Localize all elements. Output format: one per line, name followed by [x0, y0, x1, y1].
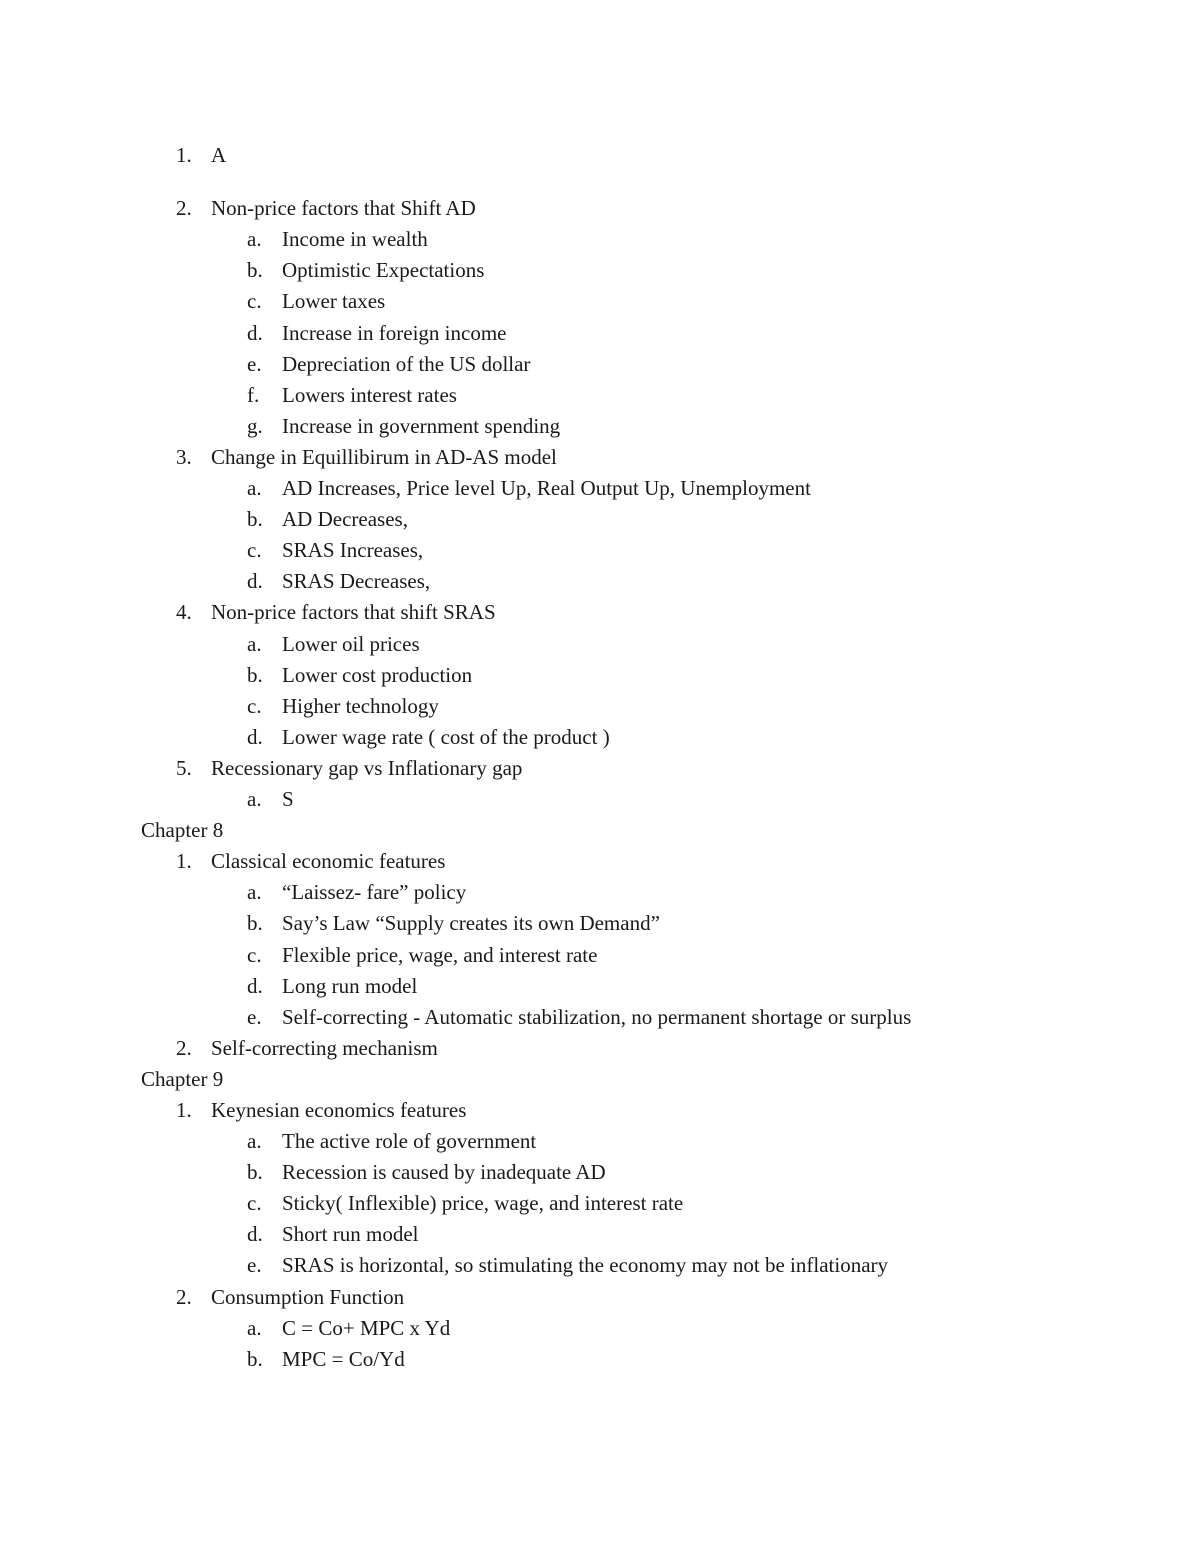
sub-list-item-text: Higher technology [282, 694, 439, 718]
chapter-heading-text: Chapter 8 [141, 818, 224, 842]
list-item-text: Non-price factors that Shift AD [211, 196, 476, 220]
sub-list-item-text: “Laissez- fare” policy [282, 880, 467, 904]
sub-list-item-text: Self-correcting - Automatic stabilization, no permanent shortage or surplus [282, 1005, 912, 1029]
list-item-text: Change in Equillibirum in AD-AS model [211, 445, 557, 469]
sub-list-item-letter: a. [247, 1129, 262, 1153]
sub-list-item-text: AD Decreases, [282, 507, 408, 531]
sub-list-item-letter: c. [247, 1191, 262, 1215]
list-item-text: Keynesian economics features [211, 1098, 467, 1122]
list-item-number: 1. [176, 1098, 192, 1122]
sub-list-item-text: Lower taxes [282, 289, 386, 313]
sub-list-item-letter: b. [247, 258, 263, 282]
sub-list-item-text: Flexible price, wage, and interest rate [282, 943, 598, 967]
sub-list-item-text: Lower oil prices [282, 632, 420, 656]
list-item-number: 3. [176, 445, 192, 469]
sub-list-item-letter: b. [247, 911, 263, 935]
sub-list-item-letter: f. [247, 383, 260, 407]
sub-list-item-text: Lower wage rate ( cost of the product ) [282, 725, 610, 749]
sub-list-item-text: Lower cost production [282, 663, 473, 687]
sub-list-item-letter: d. [247, 725, 263, 749]
sub-list-item-text: C = Co+ MPC x Yd [282, 1316, 451, 1340]
sub-list-item-text: Short run model [282, 1222, 419, 1246]
sub-list-item-text: Lowers interest rates [282, 383, 457, 407]
sub-list-item-letter: e. [247, 352, 262, 376]
sub-list-item-text: Long run model [282, 974, 418, 998]
chapter-heading-text: Chapter 9 [141, 1067, 224, 1091]
list-item-number: 2. [176, 196, 192, 220]
sub-list-item-letter: b. [247, 507, 263, 531]
sub-list-item-text: MPC = Co/Yd [282, 1347, 405, 1371]
sub-list-item-letter: b. [247, 1160, 263, 1184]
list-item-text: Non-price factors that shift SRAS [211, 600, 496, 624]
sub-list-item-letter: c. [247, 538, 262, 562]
sub-list-item-text: Depreciation of the US dollar [282, 352, 531, 376]
sub-list-item-letter: a. [247, 787, 262, 811]
list-item-text: Classical economic features [211, 849, 446, 873]
sub-list-item-letter: c. [247, 289, 262, 313]
list-item-number: 5. [176, 756, 192, 780]
sub-list-item-letter: b. [247, 1347, 263, 1371]
sub-list-item-letter: a. [247, 632, 262, 656]
sub-list-item-text: SRAS Increases, [282, 538, 424, 562]
list-item-text: Self-correcting mechanism [211, 1036, 438, 1060]
sub-list-item-letter: d. [247, 974, 263, 998]
sub-list-item-text: SRAS Decreases, [282, 569, 431, 593]
sub-list-item-text: SRAS is horizontal, so stimulating the economy may not be inflationary [282, 1253, 889, 1277]
sub-list-item-letter: a. [247, 476, 262, 500]
sub-list-item-letter: d. [247, 569, 263, 593]
sub-list-item-text: The active role of government [282, 1129, 537, 1153]
sub-list-item-letter: a. [247, 1316, 262, 1340]
list-item-text: Consumption Function [211, 1285, 405, 1309]
sub-list-item-letter: a. [247, 227, 262, 251]
sub-list-item-text: AD Increases, Price level Up, Real Output Up, Unemployment [282, 476, 811, 500]
list-item-text: Recessionary gap vs Inflationary gap [211, 756, 523, 780]
sub-list-item-letter: a. [247, 880, 262, 904]
list-item-text: A [211, 143, 227, 167]
sub-list-item-text: Income in wealth [282, 227, 428, 251]
sub-list-item-letter: d. [247, 321, 263, 345]
sub-list-item-text: Optimistic Expectations [282, 258, 485, 282]
list-item-number: 2. [176, 1036, 192, 1060]
sub-list-item-letter: e. [247, 1005, 262, 1029]
sub-list-item-text: Increase in foreign income [282, 321, 507, 345]
sub-list-item-text: Sticky( Inflexible) price, wage, and interest rate [282, 1191, 684, 1215]
sub-list-item-letter: d. [247, 1222, 263, 1246]
sub-list-item-text: Say’s Law “Supply creates its own Demand” [282, 911, 660, 935]
list-item-number: 4. [176, 600, 192, 624]
sub-list-item-letter: b. [247, 663, 263, 687]
sub-list-item-letter: e. [247, 1253, 262, 1277]
sub-list-item-text: Recession is caused by inadequate AD [282, 1160, 606, 1184]
list-item-number: 1. [176, 849, 192, 873]
list-item-number: 1. [176, 143, 192, 167]
list-item-number: 2. [176, 1285, 192, 1309]
sub-list-item-letter: c. [247, 943, 262, 967]
sub-list-item-text: S [282, 787, 294, 811]
sub-list-item-letter: g. [247, 414, 263, 438]
sub-list-item-text: Increase in government spending [282, 414, 561, 438]
sub-list-item-letter: c. [247, 694, 262, 718]
